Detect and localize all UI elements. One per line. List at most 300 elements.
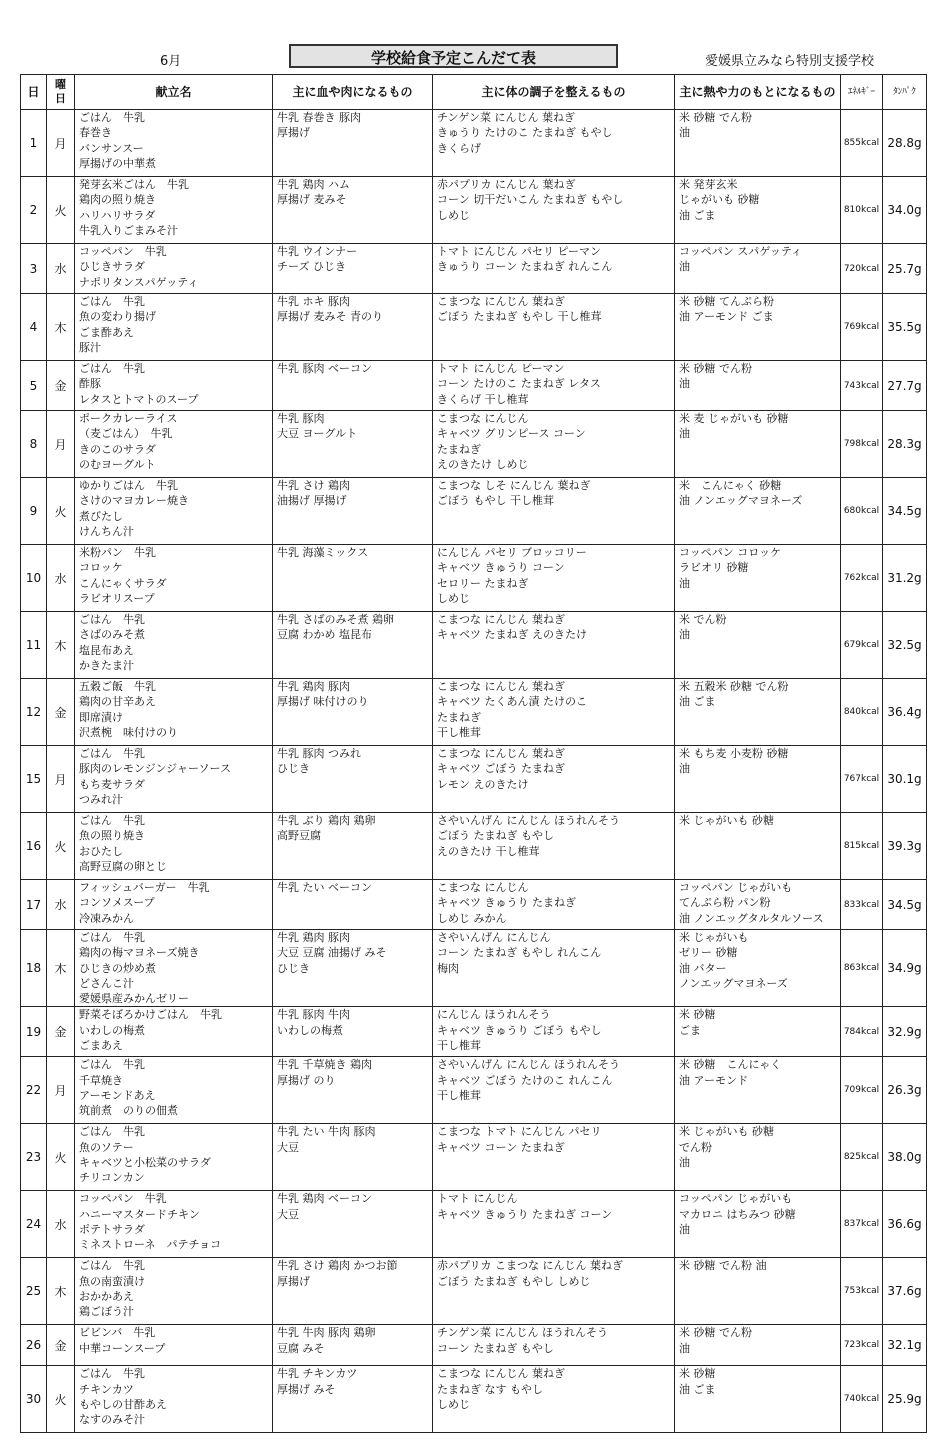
day-cell: 26 (21, 1325, 47, 1366)
header-menu: 献立名 (75, 75, 273, 110)
green-group-cell (433, 411, 675, 478)
yellow-group-cell-line: マカロニ はちみつ 砂糖 (679, 1207, 796, 1221)
table-row (21, 545, 927, 612)
weekday-cell: 木 (47, 930, 75, 1007)
menu-cell-line: ポテトサラダ (79, 1223, 145, 1237)
table-row (21, 1007, 927, 1057)
energy-cell: 762kcal (841, 545, 883, 612)
yellow-group-cell (675, 244, 841, 294)
table-row (21, 361, 927, 411)
yellow-group-cell-line: 油 (679, 427, 690, 441)
red-group-cell-line: 牛乳 鶏肉 ベーコン (277, 1192, 372, 1206)
energy-cell: 837kcal (841, 1191, 883, 1258)
green-group-cell (433, 294, 675, 361)
menu-cell (75, 177, 273, 244)
yellow-group-cell-line: コッペパン コロッケ (679, 546, 782, 559)
menu-cell (75, 110, 273, 177)
weekday-cell: 木 (47, 612, 75, 679)
red-group-cell-line: 厚揚げ 味付けのり (277, 695, 369, 709)
menu-cell-line: 米粉パン 牛乳 (79, 546, 156, 559)
menu-cell-line: フィッシュバーガー 牛乳 (79, 881, 210, 894)
green-group-cell-line: にんじん パセリ ブロッコリー (437, 546, 587, 559)
protein-cell: 39.3g (883, 813, 927, 880)
green-group-cell-line: チンゲン菜 にんじん 葉ねぎ (437, 111, 576, 124)
yellow-group-cell-line: 油 (679, 576, 690, 590)
red-group-cell (273, 930, 433, 1007)
menu-cell-line: （麦ごはん） 牛乳 (79, 427, 173, 441)
weekday-cell: 火 (47, 813, 75, 880)
red-group-cell-line: 牛乳 海藻ミックス (277, 546, 369, 559)
menu-cell-line: 鶏肉の甘辛あえ (79, 695, 156, 709)
table-row (21, 930, 927, 1007)
menu-cell-line: コッペパン 牛乳 (79, 1192, 167, 1206)
yellow-group-cell-line: 油 (679, 126, 690, 140)
green-group-cell-line: キャベツ ごぼう たけのこ れんこん (437, 1073, 613, 1087)
green-group-cell-line: キャベツ たまねぎ えのきたけ (437, 628, 587, 642)
green-group-cell-line: こまつな しそ にんじん 葉ねぎ (437, 479, 591, 492)
menu-cell-line: ごまあえ (79, 1039, 123, 1053)
menu-cell-line: おかかあえ (79, 1290, 134, 1304)
green-group-cell (433, 1007, 675, 1057)
menu-cell (75, 813, 273, 880)
menu-cell (75, 1191, 273, 1258)
red-group-cell-line: 牛乳 たい 牛肉 豚肉 (277, 1125, 376, 1139)
weekday-cell: 木 (47, 1258, 75, 1325)
table-row (21, 244, 927, 294)
menu-cell-line: ハニーマスタードチキン (79, 1207, 200, 1221)
red-group-cell-line: 油揚げ 厚揚げ (277, 494, 347, 508)
menu-cell (75, 1325, 273, 1366)
green-group-cell-line: ごぼう たまねぎ もやし (437, 829, 554, 843)
yellow-group-cell-line: 米 発芽玄米 (679, 178, 738, 191)
green-group-cell-line: 赤パプリカ にんじん 葉ねぎ (437, 178, 576, 191)
yellow-group-cell-line: 油 (679, 1223, 690, 1237)
yellow-group-cell-line: 米 砂糖 でん粉 (679, 362, 752, 375)
table-row (21, 813, 927, 880)
menu-cell-line: 豚肉のレモンジンジャーソース (79, 762, 231, 776)
menu-cell-line: 中華コーンスープ (79, 1341, 166, 1355)
green-group-cell-line: キャベツ きゅうり たまねぎ コーン (437, 1207, 613, 1221)
yellow-group-cell (675, 1124, 841, 1191)
weekday-cell: 月 (47, 110, 75, 177)
table-row (21, 1124, 927, 1191)
day-cell: 30 (21, 1366, 47, 1433)
menu-cell-line: 春巻き (79, 126, 112, 140)
menu-cell (75, 1124, 273, 1191)
yellow-group-cell-line: 米 砂糖 (679, 1008, 716, 1022)
yellow-group-cell-line: 米 砂糖 でん粉 (679, 111, 752, 124)
menu-cell (75, 1258, 273, 1325)
weekday-cell: 水 (47, 244, 75, 294)
red-group-cell-line: 牛乳 鶏肉 ハム (277, 178, 350, 191)
menu-cell-line: 冷凍みかん (79, 911, 134, 925)
yellow-group-cell-line: ノンエッグマヨネーズ (679, 976, 788, 990)
yellow-group-cell-line: 米 もち麦 小麦粉 砂糖 (679, 747, 789, 760)
day-cell: 9 (21, 478, 47, 545)
protein-cell: 36.4g (883, 679, 927, 746)
menu-cell-line: なすのみそ汁 (79, 1413, 145, 1427)
green-group-cell-line: ごぼう たまねぎ もやし 干し椎茸 (437, 310, 602, 324)
weekday-cell: 水 (47, 545, 75, 612)
table-row (21, 110, 927, 177)
menu-cell-line: コロッケ (79, 561, 123, 575)
protein-cell: 36.6g (883, 1191, 927, 1258)
red-group-cell-line: ひじき (277, 762, 310, 776)
yellow-group-cell (675, 746, 841, 813)
menu-cell-line: ナポリタンスパゲッティ (79, 275, 199, 289)
weekday-cell: 火 (47, 177, 75, 244)
yellow-group-cell-line: 油 (679, 260, 690, 274)
green-group-cell-line: ごぼう もやし 干し椎茸 (437, 494, 554, 508)
menu-cell-line: コンソメスープ (79, 896, 155, 910)
green-group-cell-line: にんじん ほうれんそう (437, 1008, 551, 1022)
weekday-cell: 金 (47, 361, 75, 411)
table-row (21, 478, 927, 545)
yellow-group-cell-line: 米 五穀米 砂糖 でん粉 (679, 680, 789, 693)
green-group-cell (433, 930, 675, 1007)
green-group-cell-line: トマト にんじん パセリ ピーマン (437, 245, 602, 258)
red-group-cell (273, 746, 433, 813)
menu-cell-line: ハリハリサラダ (79, 208, 156, 222)
weekday-cell: 月 (47, 746, 75, 813)
green-group-cell-line: 赤パプリカ こまつな にんじん 葉ねぎ (437, 1259, 623, 1273)
menu-cell-line: ミネストローネ パテチョコ (79, 1238, 222, 1252)
green-group-cell-line: チンゲン菜 にんじん ほうれんそう (437, 1326, 609, 1340)
energy-cell: 753kcal (841, 1258, 883, 1325)
day-cell: 25 (21, 1258, 47, 1325)
protein-cell: 34.0g (883, 177, 927, 244)
menu-cell (75, 930, 273, 1007)
red-group-cell (273, 1124, 433, 1191)
protein-cell: 37.6g (883, 1258, 927, 1325)
menu-cell-line: 魚の照り焼き (79, 829, 145, 843)
yellow-group-cell-line: 油 ごま (679, 208, 716, 222)
weekday-cell: 金 (47, 1325, 75, 1366)
red-group-cell-line: 厚揚げ 麦みそ (277, 193, 347, 207)
energy-cell: 863kcal (841, 930, 883, 1007)
protein-cell: 35.5g (883, 294, 927, 361)
energy-cell: 679kcal (841, 612, 883, 679)
header-green-group: 主に体の調子を整えるもの (433, 75, 675, 110)
menu-cell (75, 1057, 273, 1124)
green-group-cell (433, 880, 675, 930)
yellow-group-cell-line: コッペパン じゃがいも (679, 881, 793, 894)
red-group-cell-line: 大豆 (277, 1140, 299, 1154)
yellow-group-cell-line: 米 砂糖 でん粉 (679, 1326, 752, 1340)
red-group-cell-line: 牛乳 ぶり 鶏肉 鶏卵 (277, 814, 376, 827)
green-group-cell-line: こまつな にんじん 葉ねぎ (437, 295, 565, 308)
menu-cell-line: ごはん 牛乳 (79, 931, 145, 944)
energy-cell: 709kcal (841, 1057, 883, 1124)
yellow-group-cell (675, 361, 841, 411)
green-group-cell-line: しめじ (437, 1398, 470, 1412)
header-day: 日 (21, 75, 47, 110)
menu-cell-line: チキンカツ (79, 1382, 134, 1396)
green-group-cell-line: こまつな にんじん 葉ねぎ (437, 747, 565, 760)
green-group-cell-line: トマト にんじん ピーマン (437, 362, 565, 375)
day-cell: 19 (21, 1007, 47, 1057)
red-group-cell-line: 牛乳 チキンカツ (277, 1367, 358, 1381)
red-group-cell-line: 牛乳 ホキ 豚肉 (277, 295, 350, 308)
red-group-cell-line: 厚揚げ のり (277, 1073, 336, 1087)
red-group-cell-line: 豆腐 わかめ 塩昆布 (277, 628, 372, 642)
red-group-cell (273, 1057, 433, 1124)
energy-cell: 743kcal (841, 361, 883, 411)
yellow-group-cell (675, 1007, 841, 1057)
menu-cell-line: 魚の南蛮漬け (79, 1274, 145, 1288)
protein-cell: 28.3g (883, 411, 927, 478)
protein-cell: 32.9g (883, 1007, 927, 1057)
red-group-cell-line: 牛乳 豚肉 ベーコン (277, 362, 372, 375)
yellow-group-cell-line: じゃがいも 砂糖 (679, 193, 760, 207)
red-group-cell (273, 1325, 433, 1366)
green-group-cell-line: きくらげ 干し椎茸 (437, 392, 529, 406)
day-cell: 23 (21, 1124, 47, 1191)
green-group-cell-line: えのきたけ 干し椎茸 (437, 844, 540, 858)
red-group-cell-line: 牛乳 豚肉 牛肉 (277, 1008, 350, 1022)
yellow-group-cell-line: 油 ごま (679, 1382, 716, 1396)
green-group-cell-line: こまつな にんじん 葉ねぎ (437, 680, 565, 693)
yellow-group-cell (675, 478, 841, 545)
green-group-cell (433, 478, 675, 545)
green-group-cell-line: コーン たけのこ たまねぎ レタス (437, 377, 601, 391)
protein-cell: 27.7g (883, 361, 927, 411)
red-group-cell-line: チーズ ひじき (277, 260, 346, 274)
green-group-cell-line: トマト にんじん (437, 1192, 518, 1206)
green-group-cell-line: 干し椎茸 (437, 725, 481, 739)
menu-cell-line: キャベツと小松菜のサラダ (79, 1156, 211, 1170)
green-group-cell-line: キャベツ きゅうり たまねぎ (437, 896, 576, 910)
day-cell: 16 (21, 813, 47, 880)
table-row (21, 880, 927, 930)
menu-cell-line: のむヨーグルト (79, 457, 156, 471)
menu-cell-line: ごま酢あえ (79, 325, 134, 339)
day-cell: 17 (21, 880, 47, 930)
green-group-cell-line: さやいんげん にんじん ほうれんそう (437, 1058, 620, 1072)
red-group-cell (273, 1258, 433, 1325)
month-label: 6月 (160, 54, 182, 69)
header-energy: ｴﾈﾙｷﾞｰ (841, 75, 883, 110)
weekday-cell: 月 (47, 1057, 75, 1124)
yellow-group-cell (675, 930, 841, 1007)
yellow-group-cell-line: 油 (679, 377, 690, 391)
yellow-group-cell-line: てんぷら粉 パン粉 (679, 896, 771, 910)
yellow-group-cell-line: でん粉 (679, 1140, 712, 1154)
yellow-group-cell-line: コッペパン スパゲッティ (679, 245, 802, 258)
menu-cell (75, 411, 273, 478)
menu-cell-line: ごはん 牛乳 (79, 111, 145, 124)
menu-cell-line: けんちん汁 (79, 524, 134, 538)
red-group-cell (273, 1366, 433, 1433)
red-group-cell-line: 牛乳 たい ベーコン (277, 881, 372, 894)
red-group-cell-line: 牛乳 さけ 鶏肉 (277, 479, 350, 492)
table-row (21, 1325, 927, 1366)
green-group-cell (433, 1191, 675, 1258)
green-group-cell-line: きくらげ (437, 141, 481, 155)
yellow-group-cell-line: 米 じゃがいも (679, 931, 749, 944)
menu-cell (75, 244, 273, 294)
energy-cell: 798kcal (841, 411, 883, 478)
menu-cell-line: バンサンスー (79, 141, 144, 155)
table-header-row (21, 75, 927, 110)
green-group-cell-line: さやいんげん にんじん (437, 931, 551, 944)
header-protein: ﾀﾝﾊﾟｸ (883, 75, 927, 110)
weekday-cell: 火 (47, 1124, 75, 1191)
menu-cell-line: 野菜そぼろかけごはん 牛乳 (79, 1008, 222, 1022)
green-group-cell (433, 177, 675, 244)
menu-cell-line: ごはん 牛乳 (79, 613, 145, 626)
green-group-cell-line: しめじ (437, 208, 470, 222)
menu-cell-line: コッペパン 牛乳 (79, 245, 167, 258)
yellow-group-cell (675, 411, 841, 478)
red-group-cell-line: 牛乳 さけ 鶏肉 かつお節 (277, 1259, 398, 1273)
red-group-cell (273, 545, 433, 612)
menu-cell-line: 愛媛県産みかんゼリー (79, 992, 189, 1006)
green-group-cell-line: セロリー たまねぎ (437, 576, 529, 590)
energy-cell: 767kcal (841, 746, 883, 813)
green-group-cell-line: たまねぎ (437, 710, 481, 724)
yellow-group-cell-line: コッペパン じゃがいも (679, 1192, 793, 1206)
menu-cell-line: いわしの梅煮 (79, 1023, 145, 1037)
yellow-group-cell-line: ラビオリ 砂糖 (679, 561, 749, 575)
yellow-group-cell-line: 油 アーモンド (679, 1073, 749, 1087)
weekday-cell: 木 (47, 294, 75, 361)
protein-cell: 25.9g (883, 1366, 927, 1433)
menu-cell-line: きのこのサラダ (79, 442, 156, 456)
weekday-cell: 金 (47, 1007, 75, 1057)
green-group-cell-line: ごぼう たまねぎ もやし しめじ (437, 1274, 591, 1288)
header-weekday: 曜 日 (47, 75, 75, 110)
red-group-cell-line: いわしの梅煮 (277, 1023, 343, 1037)
red-group-cell-line: 牛乳 牛肉 豚肉 鶏卵 (277, 1326, 376, 1340)
table-row (21, 411, 927, 478)
menu-cell (75, 746, 273, 813)
menu-cell-line: 豚汁 (79, 340, 101, 354)
menu-cell-line: ゆかりごはん 牛乳 (79, 479, 178, 492)
yellow-group-cell (675, 177, 841, 244)
table-row (21, 1366, 927, 1433)
day-cell: 3 (21, 244, 47, 294)
red-group-cell-line: 牛乳 豚肉 つみれ (277, 747, 361, 760)
menu-cell (75, 1007, 273, 1057)
yellow-group-cell-line: 油 バター (679, 961, 727, 975)
red-group-cell-line: 牛乳 ウインナー (277, 245, 358, 258)
menu-cell-line: ごはん 牛乳 (79, 295, 145, 308)
green-group-cell-line: たまねぎ (437, 442, 481, 456)
green-group-cell (433, 1057, 675, 1124)
table-row (21, 294, 927, 361)
day-cell: 12 (21, 679, 47, 746)
weekday-cell: 月 (47, 411, 75, 478)
energy-cell: 810kcal (841, 177, 883, 244)
table-row (21, 1258, 927, 1325)
yellow-group-cell (675, 1057, 841, 1124)
menu-cell-line: ひじきサラダ (79, 260, 145, 274)
green-group-cell-line: こまつな にんじん (437, 881, 529, 894)
red-group-cell-line: 牛乳 鶏肉 豚肉 (277, 931, 350, 944)
green-group-cell-line: キャベツ きゅうり ごぼう もやし (437, 1023, 602, 1037)
menu-cell-line: もち麦サラダ (79, 777, 145, 791)
green-group-cell (433, 1124, 675, 1191)
day-cell: 8 (21, 411, 47, 478)
menu-cell-line: ごはん 牛乳 (79, 1058, 145, 1072)
red-group-cell-line: 厚揚げ (277, 1274, 310, 1288)
menu-cell-line: さばのみそ煮 (79, 628, 145, 642)
yellow-group-cell (675, 110, 841, 177)
yellow-group-cell-line: 米 砂糖 てんぷら粉 (679, 295, 774, 308)
energy-cell: 833kcal (841, 880, 883, 930)
red-group-cell (273, 177, 433, 244)
menu-cell-line: ごはん 牛乳 (79, 1125, 145, 1139)
energy-cell: 840kcal (841, 679, 883, 746)
green-group-cell-line: 梅肉 (437, 961, 459, 975)
table-row (21, 1191, 927, 1258)
green-group-cell-line: たまねぎ なす もやし (437, 1382, 543, 1396)
green-group-cell (433, 1258, 675, 1325)
yellow-group-cell-line: 油 ごま (679, 695, 716, 709)
table-row (21, 746, 927, 813)
menu-cell-line: 千草焼き (79, 1073, 123, 1087)
yellow-group-cell (675, 294, 841, 361)
day-cell: 24 (21, 1191, 47, 1258)
red-group-cell-line: 厚揚げ 麦みそ 青のり (277, 310, 383, 324)
green-group-cell-line: こまつな にんじん (437, 412, 529, 425)
green-group-cell-line: キャベツ ごぼう たまねぎ (437, 762, 565, 776)
green-group-cell-line: キャベツ きゅうり コーン (437, 561, 565, 575)
green-group-cell (433, 679, 675, 746)
menu-cell (75, 612, 273, 679)
red-group-cell-line: 大豆 ヨーグルト (277, 427, 358, 441)
protein-cell: 28.8g (883, 110, 927, 177)
menu-cell-line: 鶏ごぼう汁 (79, 1305, 134, 1319)
yellow-group-cell (675, 880, 841, 930)
yellow-group-cell-line: 米 麦 じゃがいも 砂糖 (679, 412, 789, 425)
energy-cell: 720kcal (841, 244, 883, 294)
menu-cell-line: ごはん 牛乳 (79, 362, 145, 375)
red-group-cell-line: 牛乳 鶏肉 豚肉 (277, 680, 350, 693)
day-cell: 22 (21, 1057, 47, 1124)
weekday-cell: 水 (47, 1191, 75, 1258)
energy-cell: 784kcal (841, 1007, 883, 1057)
green-group-cell (433, 110, 675, 177)
menu-cell-line: 鶏肉の照り焼き (79, 193, 156, 207)
menu-cell-line: ビビンバ 牛乳 (79, 1326, 156, 1340)
red-group-cell-line: 豆腐 みそ (277, 1341, 325, 1355)
green-group-cell (433, 746, 675, 813)
red-group-cell (273, 244, 433, 294)
green-group-cell-line: しめじ みかん (437, 911, 507, 925)
red-group-cell (273, 679, 433, 746)
red-group-cell (273, 361, 433, 411)
yellow-group-cell (675, 1191, 841, 1258)
menu-cell-line: どさんこ汁 (79, 976, 134, 990)
menu-cell-line: 発芽玄米ごはん 牛乳 (79, 178, 189, 191)
green-group-cell-line: きゅうり コーン たまねぎ れんこん (437, 260, 613, 274)
green-group-cell-line: こまつな にんじん 葉ねぎ (437, 613, 565, 626)
yellow-group-cell (675, 545, 841, 612)
protein-cell: 32.1g (883, 1325, 927, 1366)
menu-cell-line: ポークカレーライス (79, 412, 178, 425)
green-group-cell-line: レモン えのきたけ (437, 777, 529, 791)
green-group-cell-line: きゅうり たけのこ たまねぎ もやし (437, 126, 613, 140)
page-header (0, 0, 949, 74)
protein-cell: 34.5g (883, 478, 927, 545)
school-name: 愛媛県立みなら特別支援学校 (705, 54, 875, 69)
yellow-group-cell-line: 油 (679, 762, 690, 776)
menu-cell-line: レタスとトマトのスープ (79, 392, 199, 406)
day-cell: 15 (21, 746, 47, 813)
green-group-cell (433, 361, 675, 411)
